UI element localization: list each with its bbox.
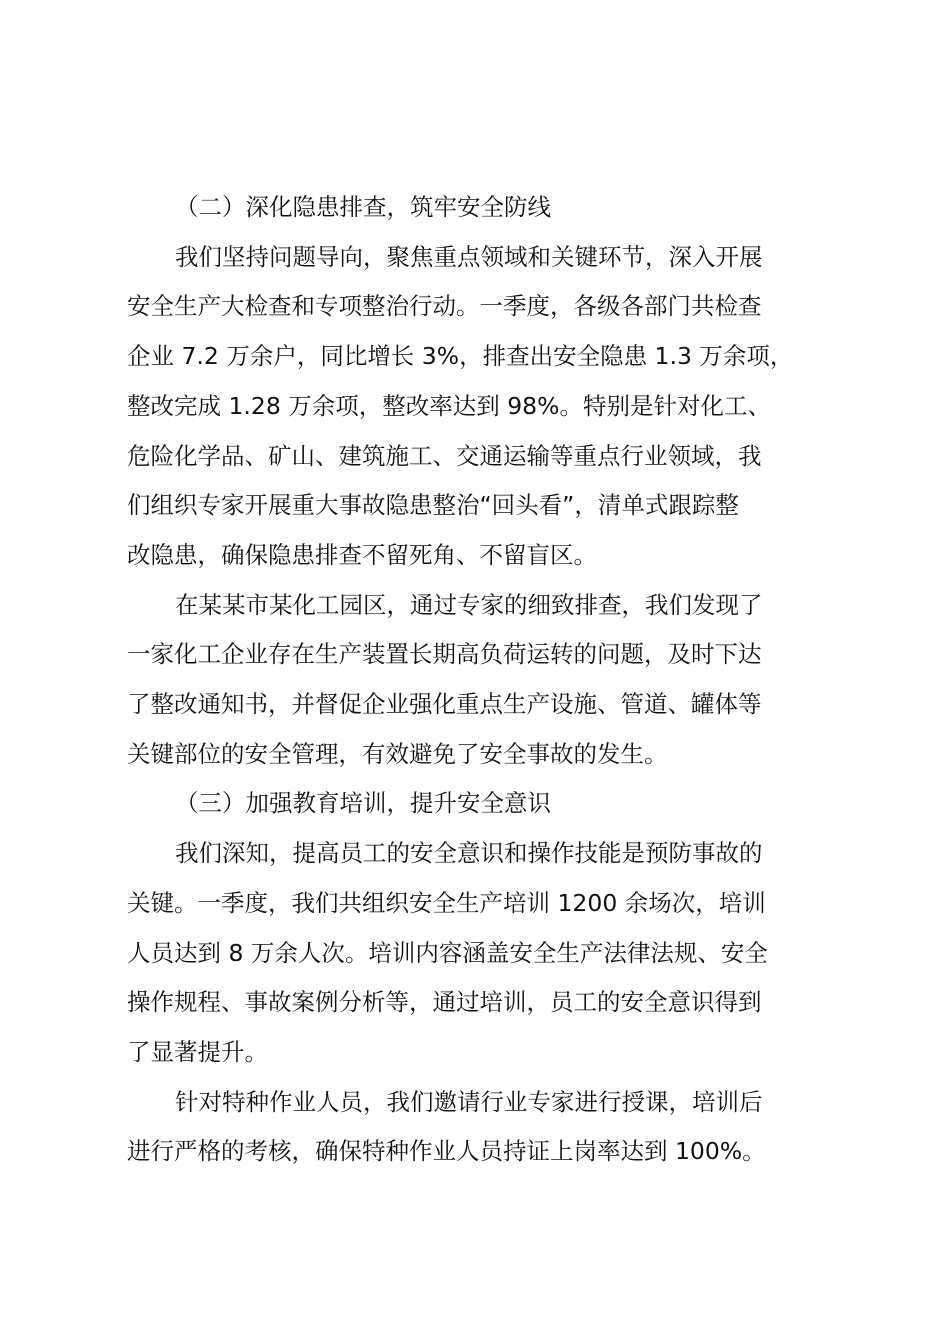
heading-text: （三）加强教育培训，提升安全意识 xyxy=(175,789,551,818)
heading-text: （二）深化隐患排查，筑牢安全防线 xyxy=(175,193,551,221)
paragraph-line: 人员达到 8 万余人次。培训内容涵盖安全生产法律法规、安全 xyxy=(127,938,768,967)
paragraph-line: 关键。一季度，我们共组织安全生产培训 1200 余场次，培训 xyxy=(127,888,766,917)
paragraph-line: 我们深知，提高员工的安全意识和操作技能是预防事故的 xyxy=(175,839,763,868)
paragraph-training xyxy=(127,829,839,1078)
paragraph-line: 进行严格的考核，确保特种作业人员持证上岗率达到 100%。 xyxy=(127,1137,766,1166)
paragraph-line: 了显著提升。 xyxy=(127,1037,268,1066)
paragraph-line: 整改完成 1.28 万余项，整改率达到 98%。特别是针对化工、 xyxy=(127,391,771,420)
paragraph-line: 针对特种作业人员，我们邀请行业专家进行授课，培训后 xyxy=(175,1087,763,1116)
paragraph-line: 危险化学品、矿山、建筑施工、交通运输等重点行业领域，我 xyxy=(127,441,762,470)
paragraph-line: 们组织专家开展重大事故隐患整治“回头看”，清单式跟踪整 xyxy=(127,491,739,520)
paragraph-line: 我们坚持问题导向，聚焦重点领域和关键环节，深入开展 xyxy=(175,242,763,271)
paragraph-line: 了整改通知书，并督促企业强化重点生产设施、管道、罐体等 xyxy=(127,690,762,719)
paragraph-hazard-inspection xyxy=(127,233,839,581)
paragraph-line: 企业 7.2 万余户，同比增长 3%，排查出安全隐患 1.3 万余项， xyxy=(127,342,794,371)
section-heading-2 xyxy=(127,183,839,233)
paragraph-line: 改隐患，确保隐患排查不留死角、不留盲区。 xyxy=(127,540,597,569)
paragraph-line: 在某某市某化工园区，通过专家的细致排查，我们发现了 xyxy=(175,590,763,619)
paragraph-line: 一家化工企业存在生产装置长期高负荷运转的问题，及时下达 xyxy=(127,640,762,669)
section-heading-3 xyxy=(127,779,839,829)
paragraph-line: 操作规程、事故案例分析等，通过培训，员工的安全意识得到 xyxy=(127,988,762,1017)
document-body xyxy=(127,183,839,1177)
paragraph-line: 安全生产大检查和专项整治行动。一季度，各级各部门共检查 xyxy=(127,292,762,321)
paragraph-line: 关键部位的安全管理，有效避免了安全事故的发生。 xyxy=(127,739,668,768)
paragraph-chemical-park-case xyxy=(127,581,839,780)
paragraph-special-operators xyxy=(127,1078,839,1177)
